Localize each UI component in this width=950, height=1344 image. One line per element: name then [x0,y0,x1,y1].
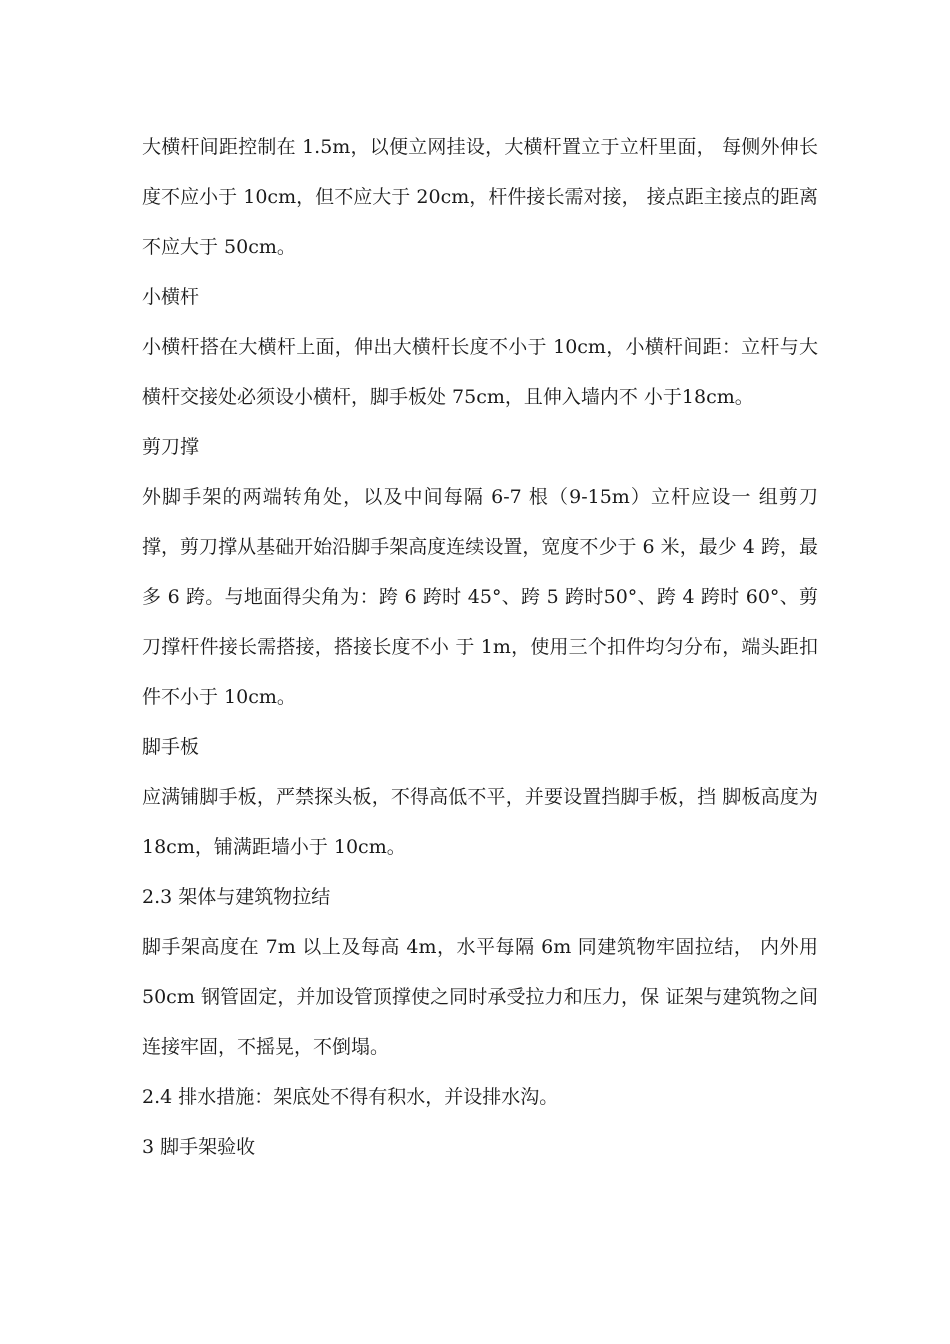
heading-scaffold-board: 脚手板 [142,736,200,758]
heading-scissor-brace: 剪刀撑 [142,436,200,458]
paragraph-small-crossbar: 小横杆搭在大横杆上面，伸出大横杆长度不小于 10cm，小横杆间距：立杆与大横杆交接处必须设小横杆，脚手板处 75cm，且伸入墙内不 小于18cm。 [142,336,818,408]
paragraph-horizontal-bar: 大横杆间距控制在 1.5m，以便立网挂设，大横杆置立于立杆里面， 每侧外伸长度不应小于 10cm，但不应大于 20cm，杆件接长需对接， 接点距主接点的距离不应大于 50cm。 [142,136,818,258]
heading-section-3: 3 脚手架验收 [142,1136,256,1158]
heading-small-crossbar: 小横杆 [142,286,200,308]
document-body [142,122,818,1172]
paragraph-scissor-brace: 外脚手架的两端转角处，以及中间每隔 6-7 根（9-15m）立杆应设一 组剪刀撑，剪刀撑从基础开始沿脚手架高度连续设置，宽度不少于 6 米，最少 4 跨，最多 6 跨。与地面得尖角为：跨 6 跨时 45°、跨 5 跨时50°、跨 4 跨时 60°、剪刀撑杆件接长需搭接，搭接长度不小 于 1m，使用三个扣件均匀分布，端头距扣件不小于 10cm。 [142,486,818,708]
heading-section-2-3: 2.3 架体与建筑物拉结 [142,886,331,908]
paragraph-scaffold-board: 应满铺脚手板，严禁探头板，不得高低不平，并要设置挡脚手板，挡 脚板高度为 18cm，铺满距墙小于 10cm。 [142,786,818,858]
paragraph-section-2-3: 脚手架高度在 7m 以上及每高 4m，水平每隔 6m 同建筑物牢固拉结， 内外用 50cm 钢管固定，并加设管顶撑使之同时承受拉力和压力，保 证架与建筑物之间连接牢固，不摇晃，不倒塌。 [142,936,818,1058]
paragraph-section-2-4: 2.4 排水措施：架底处不得有积水，并设排水沟。 [142,1086,559,1108]
